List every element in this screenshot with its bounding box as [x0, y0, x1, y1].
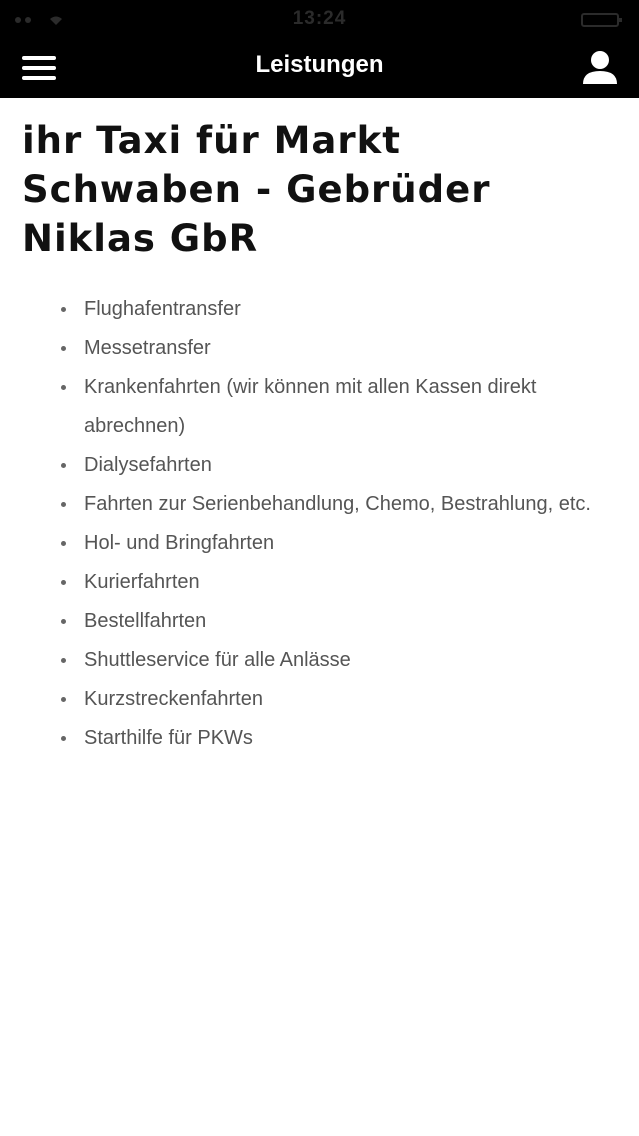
service-label: Dialysefahrten [84, 454, 212, 476]
service-label: Bestellfahrten [84, 610, 207, 632]
main-content [0, 98, 639, 758]
services-list [0, 290, 639, 758]
bullet-icon [61, 346, 66, 351]
page-title: Leistungen [255, 51, 384, 78]
service-label: Kurzstreckenfahrten [84, 688, 263, 710]
user-profile-button[interactable] [573, 42, 627, 92]
service-label: Hol- und Bringfahrten [84, 532, 275, 554]
bullet-icon [61, 580, 66, 585]
bullet-icon [61, 463, 66, 468]
bullet-icon [61, 697, 66, 702]
service-list-item [0, 329, 639, 368]
service-label: Shuttleservice für alle Anlässe [84, 649, 351, 671]
bullet-icon [61, 619, 66, 624]
battery-icon [581, 12, 625, 28]
service-list-item [0, 563, 639, 602]
service-label: Messetransfer [84, 337, 211, 359]
bullet-icon [61, 307, 66, 312]
service-list-item [0, 680, 639, 719]
service-list-item [0, 446, 639, 485]
service-list-item [0, 719, 639, 758]
bullet-icon [61, 385, 66, 390]
navigation-bar [0, 40, 639, 98]
user-profile-icon [582, 49, 618, 85]
service-list-item [0, 524, 639, 563]
service-label: Flughafentransfer [84, 298, 241, 320]
menu-button[interactable] [12, 44, 66, 92]
status-time: 13:24 [292, 8, 347, 29]
service-list-item [0, 290, 639, 329]
page-heading: ihr Taxi für Markt Schwaben - Gebrüder Niklas GbR [22, 119, 491, 260]
bullet-icon [61, 502, 66, 507]
service-list-item [0, 485, 639, 524]
service-label: Starthilfe für PKWs [84, 727, 253, 749]
service-list-item [0, 641, 639, 680]
service-list-item [0, 368, 639, 446]
service-list-item [0, 602, 639, 641]
bullet-icon [61, 658, 66, 663]
service-label: Kurierfahrten [84, 571, 200, 593]
status-bar [0, 0, 639, 40]
bullet-icon [61, 541, 66, 546]
service-label: Fahrten zur Serienbehandlung, Chemo, Bestrahlung, etc. [84, 493, 591, 515]
bullet-icon [61, 736, 66, 741]
service-label: Krankenfahrten (wir können mit allen Kassen direkt abrechnen) [84, 376, 537, 437]
hamburger-menu-icon [22, 56, 56, 80]
